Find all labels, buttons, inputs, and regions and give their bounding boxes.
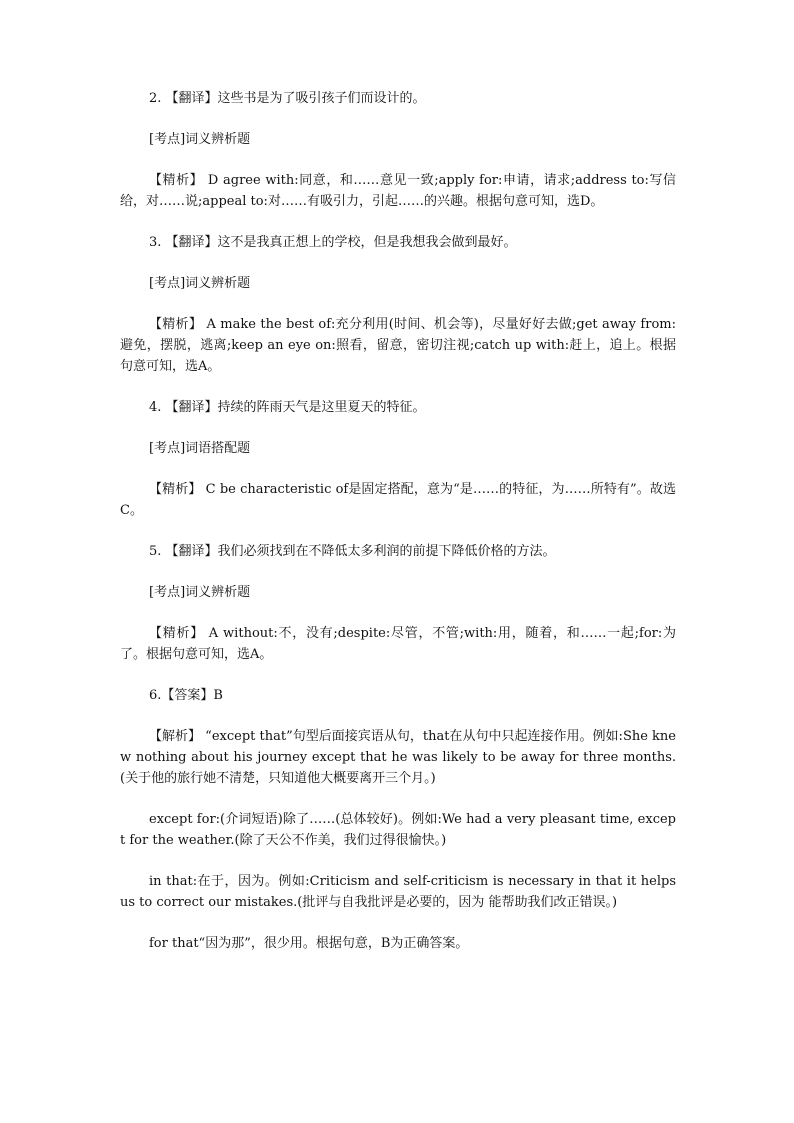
q3-translation: 3. 【翻译】这不是我真正想上的学校，但是我想我会做到最好。: [149, 235, 517, 250]
q6-in-that-note: in that:在于，因为。例如:Criticism and self-criticism is necessary in that it helps us to correct our mistakes.(批评与自我批评是必要的，因为 能帮助我们改正错误。): [120, 874, 676, 910]
q2-exam-point: [考点]词义辨析题: [149, 132, 251, 147]
q2-analysis: 【精析】 D agree with:同意，和……意见一致;apply for:申请，请求;address to:写信给，对……说;appeal to:对……有吸引力，引起……的兴趣。根据句意可知，选D。: [120, 173, 676, 209]
q2-translation: 2. 【翻译】这些书是为了吸引孩子们而设计的。: [149, 91, 426, 106]
q6-answer: 6.【答案】B: [149, 688, 223, 703]
q3-analysis: 【精析】 A make the best of:充分利用(时间、机会等)，尽量好好去做;get away from:避免，摆脱，逃离;keep an eye on:照看，留意，密切注视;catch up with:赶上，追上。根据句意可知，选A。: [120, 317, 676, 374]
document-page: [120, 88, 676, 974]
q4-analysis: 【精析】 C be characteristic of是固定搭配，意为“是……的特征，为……所特有”。故选C。: [120, 482, 676, 518]
q5-exam-point: [考点]词义辨析题: [149, 585, 251, 600]
q6-for-that-note: for that“因为那”，很少用。根据句意，B为正确答案。: [149, 936, 469, 951]
q5-analysis: 【精析】 A without:不，没有;despite:尽管，不管;with:用，随着，和……一起;for:为了。根据句意可知，选A。: [120, 626, 676, 662]
q6-analysis: 【解析】 “except that”句型后面接宾语从句，that在从句中只起连接作用。例如:She knew nothing about his journey except that he was likely to be away for three months.(关于他的旅行她不清楚，只知道他大概要离开三个月。): [120, 729, 676, 786]
q6-except-for-note: except for:(介词短语)除了……(总体较好)。例如:We had a very pleasant time, except for the weather.(除了天公不作美，我们过得很愉快。): [120, 812, 676, 848]
q3-exam-point: [考点]词义辨析题: [149, 276, 251, 291]
q5-translation: 5. 【翻译】我们必须找到在不降低太多利润的前提下降低价格的方法。: [149, 544, 556, 559]
q4-translation: 4. 【翻译】持续的阵雨天气是这里夏天的特征。: [149, 400, 426, 415]
q4-exam-point: [考点]词语搭配题: [149, 441, 251, 456]
